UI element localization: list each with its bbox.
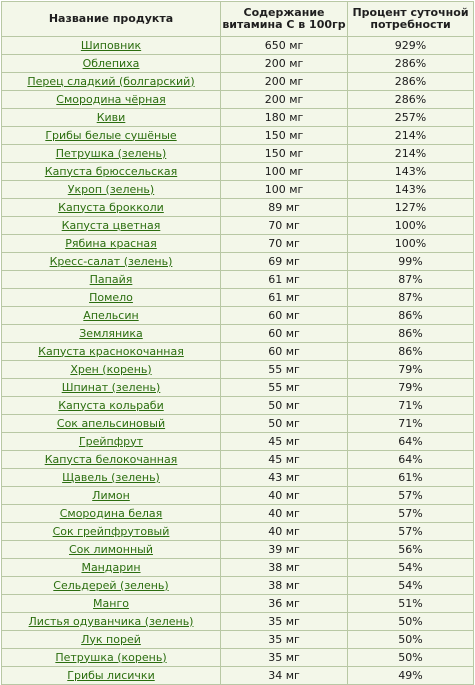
daily-percent-cell: 214% — [348, 127, 474, 145]
daily-percent-cell: 86% — [348, 325, 474, 343]
vitamin-amount-cell: 35 мг — [221, 631, 348, 649]
daily-percent-cell: 79% — [348, 361, 474, 379]
daily-percent-cell: 99% — [348, 253, 474, 271]
product-name-link[interactable]: Смородина белая — [2, 505, 221, 523]
table-row — [2, 559, 474, 577]
daily-percent-cell: 286% — [348, 55, 474, 73]
product-name-link[interactable]: Сельдерей (зелень) — [2, 577, 221, 595]
table-row — [2, 649, 474, 667]
vitamin-amount-cell: 60 мг — [221, 307, 348, 325]
table-row — [2, 613, 474, 631]
table-row — [2, 667, 474, 685]
daily-percent-cell: 49% — [348, 667, 474, 685]
vitamin-amount-cell: 70 мг — [221, 235, 348, 253]
product-name-link[interactable]: Грибы белые сушёные — [2, 127, 221, 145]
product-name-link[interactable]: Шпинат (зелень) — [2, 379, 221, 397]
daily-percent-cell: 57% — [348, 505, 474, 523]
vitamin-amount-cell: 45 мг — [221, 451, 348, 469]
vitamin-amount-cell: 60 мг — [221, 325, 348, 343]
vitamin-amount-cell: 650 мг — [221, 37, 348, 55]
vitamin-amount-cell: 50 мг — [221, 415, 348, 433]
vitamin-amount-cell: 200 мг — [221, 55, 348, 73]
daily-percent-cell: 57% — [348, 487, 474, 505]
vitamin-amount-cell: 200 мг — [221, 91, 348, 109]
daily-percent-cell: 127% — [348, 199, 474, 217]
vitamin-amount-cell: 60 мг — [221, 343, 348, 361]
product-name-link[interactable]: Перец сладкий (болгарский) — [2, 73, 221, 91]
table-row — [2, 505, 474, 523]
daily-percent-cell: 54% — [348, 577, 474, 595]
vitamin-amount-cell: 61 мг — [221, 271, 348, 289]
vitamin-amount-cell: 89 мг — [221, 199, 348, 217]
table-row — [2, 307, 474, 325]
table-body — [2, 37, 474, 685]
vitamin-amount-cell: 50 мг — [221, 397, 348, 415]
product-name-link[interactable]: Земляника — [2, 325, 221, 343]
product-name-link[interactable]: Шиповник — [2, 37, 221, 55]
daily-percent-cell: 86% — [348, 343, 474, 361]
table-row — [2, 73, 474, 91]
vitamin-amount-cell: 34 мг — [221, 667, 348, 685]
table-row — [2, 487, 474, 505]
vitamin-amount-cell: 70 мг — [221, 217, 348, 235]
product-name-link[interactable]: Грибы лисички — [2, 667, 221, 685]
table-row — [2, 127, 474, 145]
daily-percent-cell: 929% — [348, 37, 474, 55]
daily-percent-cell: 61% — [348, 469, 474, 487]
product-name-link[interactable]: Облепиха — [2, 55, 221, 73]
table-row — [2, 469, 474, 487]
vitamin-amount-cell: 150 мг — [221, 145, 348, 163]
vitamin-amount-cell: 200 мг — [221, 73, 348, 91]
vitamin-amount-cell: 40 мг — [221, 505, 348, 523]
header-vitamin-content: Содержание витамина С в 100гр — [221, 2, 348, 37]
daily-percent-cell: 286% — [348, 73, 474, 91]
table-row — [2, 217, 474, 235]
product-name-link[interactable]: Помело — [2, 289, 221, 307]
table-row — [2, 289, 474, 307]
table-row — [2, 397, 474, 415]
daily-percent-cell: 71% — [348, 415, 474, 433]
daily-percent-cell: 87% — [348, 289, 474, 307]
table-row — [2, 163, 474, 181]
daily-percent-cell: 54% — [348, 559, 474, 577]
table-row — [2, 55, 474, 73]
product-name-link[interactable]: Капуста брюссельская — [2, 163, 221, 181]
table-row — [2, 253, 474, 271]
vitamin-amount-cell: 40 мг — [221, 523, 348, 541]
vitamin-amount-cell: 38 мг — [221, 577, 348, 595]
daily-percent-cell: 143% — [348, 181, 474, 199]
vitamin-amount-cell: 180 мг — [221, 109, 348, 127]
table-row — [2, 145, 474, 163]
table-row — [2, 415, 474, 433]
table-row — [2, 361, 474, 379]
table-row — [2, 325, 474, 343]
daily-percent-cell: 64% — [348, 433, 474, 451]
vitamin-amount-cell: 69 мг — [221, 253, 348, 271]
header-product-name: Название продукта — [2, 2, 221, 37]
vitamin-amount-cell: 35 мг — [221, 649, 348, 667]
vitamin-amount-cell: 43 мг — [221, 469, 348, 487]
daily-percent-cell: 50% — [348, 631, 474, 649]
table-row — [2, 343, 474, 361]
daily-percent-cell: 71% — [348, 397, 474, 415]
vitamin-amount-cell: 100 мг — [221, 181, 348, 199]
product-name-link[interactable]: Петрушка (корень) — [2, 649, 221, 667]
vitamin-amount-cell: 39 мг — [221, 541, 348, 559]
table-row — [2, 37, 474, 55]
product-name-link[interactable]: Апельсин — [2, 307, 221, 325]
daily-percent-cell: 286% — [348, 91, 474, 109]
daily-percent-cell: 56% — [348, 541, 474, 559]
daily-percent-cell: 257% — [348, 109, 474, 127]
vitamin-amount-cell: 150 мг — [221, 127, 348, 145]
daily-percent-cell: 64% — [348, 451, 474, 469]
table-row — [2, 451, 474, 469]
daily-percent-cell: 79% — [348, 379, 474, 397]
vitamin-amount-cell: 55 мг — [221, 361, 348, 379]
daily-percent-cell: 57% — [348, 523, 474, 541]
daily-percent-cell: 100% — [348, 217, 474, 235]
daily-percent-cell: 143% — [348, 163, 474, 181]
daily-percent-cell: 87% — [348, 271, 474, 289]
product-name-link[interactable]: Капуста краснокочанная — [2, 343, 221, 361]
product-name-link[interactable]: Капуста кольраби — [2, 397, 221, 415]
table-row — [2, 523, 474, 541]
product-name-link[interactable]: Укроп (зелень) — [2, 181, 221, 199]
product-name-link[interactable]: Капуста брокколи — [2, 199, 221, 217]
table-row — [2, 433, 474, 451]
daily-percent-cell: 86% — [348, 307, 474, 325]
vitamin-amount-cell: 40 мг — [221, 487, 348, 505]
product-name-link[interactable]: Сок лимонный — [2, 541, 221, 559]
table-row — [2, 595, 474, 613]
product-name-link[interactable]: Хрен (корень) — [2, 361, 221, 379]
vitamin-amount-cell: 35 мг — [221, 613, 348, 631]
product-name-link[interactable]: Сок грейпфрутовый — [2, 523, 221, 541]
product-name-link[interactable]: Рябина красная — [2, 235, 221, 253]
product-name-link[interactable]: Лимон — [2, 487, 221, 505]
product-name-link[interactable]: Листья одуванчика (зелень) — [2, 613, 221, 631]
daily-percent-cell: 51% — [348, 595, 474, 613]
vitamin-amount-cell: 38 мг — [221, 559, 348, 577]
product-name-link[interactable]: Папайя — [2, 271, 221, 289]
product-name-link[interactable]: Лук порей — [2, 631, 221, 649]
table-row — [2, 199, 474, 217]
table-header-row — [2, 2, 474, 37]
daily-percent-cell: 50% — [348, 613, 474, 631]
table-row — [2, 181, 474, 199]
table-row — [2, 109, 474, 127]
product-name-link[interactable]: Манго — [2, 595, 221, 613]
daily-percent-cell: 50% — [348, 649, 474, 667]
product-name-link[interactable]: Кресс-салат (зелень) — [2, 253, 221, 271]
daily-percent-cell: 214% — [348, 145, 474, 163]
product-name-link[interactable]: Киви — [2, 109, 221, 127]
product-name-link[interactable]: Сок апельсиновый — [2, 415, 221, 433]
daily-percent-cell: 100% — [348, 235, 474, 253]
table-row — [2, 577, 474, 595]
vitamin-amount-cell: 55 мг — [221, 379, 348, 397]
vitamin-amount-cell: 61 мг — [221, 289, 348, 307]
table-row — [2, 271, 474, 289]
header-daily-percent: Процент суточной потребности — [348, 2, 474, 37]
vitamin-amount-cell: 100 мг — [221, 163, 348, 181]
product-name-link[interactable]: Мандарин — [2, 559, 221, 577]
vitamin-amount-cell: 36 мг — [221, 595, 348, 613]
table-row — [2, 541, 474, 559]
vitamin-c-table — [1, 1, 474, 685]
product-name-link[interactable]: Капуста цветная — [2, 217, 221, 235]
product-name-link[interactable]: Смородина чёрная — [2, 91, 221, 109]
vitamin-amount-cell: 45 мг — [221, 433, 348, 451]
table-row — [2, 235, 474, 253]
product-name-link[interactable]: Капуста белокочанная — [2, 451, 221, 469]
product-name-link[interactable]: Петрушка (зелень) — [2, 145, 221, 163]
table-row — [2, 379, 474, 397]
table-row — [2, 91, 474, 109]
product-name-link[interactable]: Грейпфрут — [2, 433, 221, 451]
product-name-link[interactable]: Щавель (зелень) — [2, 469, 221, 487]
table-row — [2, 631, 474, 649]
